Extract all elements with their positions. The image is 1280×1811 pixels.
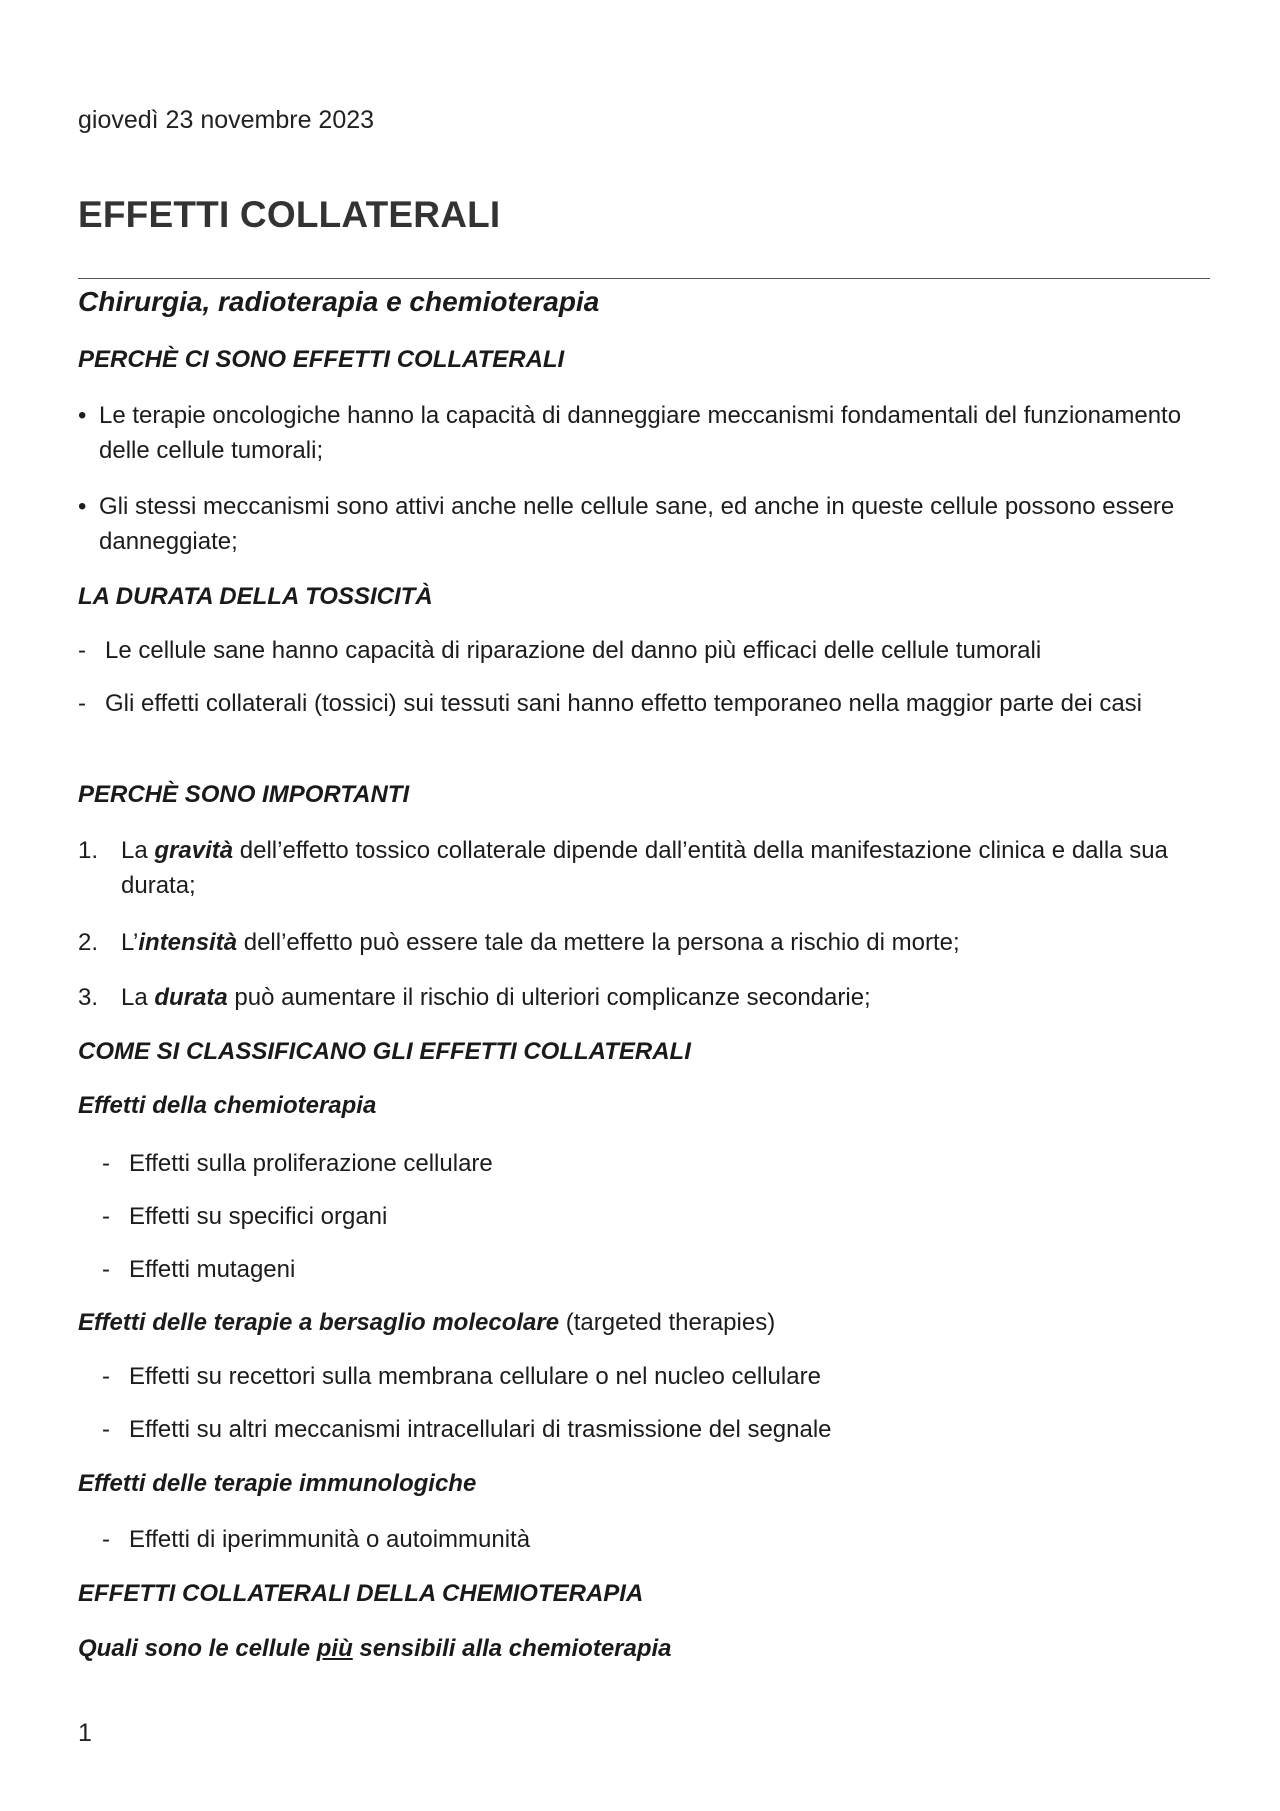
document-title: EFFETTI COLLATERALI: [78, 194, 501, 235]
bullet-text: Gli stessi meccanismi sono attivi anche nelle cellule sane, ed anche in queste cellule possono essere danneggiate;: [99, 493, 1175, 555]
dash-item: [102, 1252, 1210, 1287]
dash-text: Le cellule sane hanno capacità di riparazione del danno più efficaci delle cellule tumorali: [105, 637, 1042, 664]
emphasis-durata: durata: [154, 984, 228, 1011]
item-number: 2.: [78, 929, 99, 956]
dash-item: [102, 1359, 1210, 1394]
text-part: dell’effetto tossico collaterale dipende dall’entità della manifestazione clinica e dalla sua durata;: [121, 837, 1168, 899]
section-heading-classificazione: COME SI CLASSIFICANO GLI EFFETTI COLLATERALI: [78, 1038, 691, 1065]
dash-marker: -: [102, 1150, 110, 1177]
dash-item: [102, 1522, 1210, 1557]
dash-item: [78, 686, 1210, 721]
emphasis-intensita: intensità: [138, 929, 238, 956]
numbered-item: [78, 833, 1188, 903]
dash-marker: -: [102, 1526, 110, 1553]
subsection-heading-targeted: [78, 1305, 1210, 1340]
bullet-marker: •: [78, 402, 87, 429]
dash-marker: -: [78, 690, 86, 717]
dash-text: Effetti mutageni: [129, 1256, 296, 1283]
text-part: dell’effetto può essere tale da mettere la persona a rischio di morte;: [237, 929, 960, 956]
text-part: sensibili alla chemioterapia: [352, 1635, 672, 1662]
section-heading-durata-tossicita: LA DURATA DELLA TOSSICITÀ: [78, 583, 433, 610]
subsection-heading-text: Effetti delle terapie a bersaglio molecolare: [78, 1309, 560, 1336]
section-heading-perche-importanti: PERCHÈ SONO IMPORTANTI: [78, 781, 410, 808]
item-number: 1.: [78, 837, 99, 864]
page-number: 1: [78, 1719, 92, 1747]
section-heading-effetti-chemioterapia: EFFETTI COLLATERALI DELLA CHEMIOTERAPIA: [78, 1580, 644, 1607]
dash-text: Effetti su altri meccanismi intracellulari di trasmissione del segnale: [129, 1416, 832, 1443]
text-part: L’: [121, 929, 139, 956]
numbered-text: [78, 980, 1188, 1015]
item-number: 3.: [78, 984, 99, 1011]
document-date: giovedì 23 novembre 2023: [78, 106, 375, 134]
bullet-item: [78, 489, 1210, 559]
dash-text: Effetti di iperimmunità o autoimmunità: [129, 1526, 531, 1553]
title-divider: [78, 278, 1210, 279]
text-part: La: [121, 984, 155, 1011]
subsection-heading-chemioterapia: Effetti della chemioterapia: [78, 1092, 377, 1119]
section-heading-perche-effetti: PERCHÈ CI SONO EFFETTI COLLATERALI: [78, 346, 565, 373]
bullet-item: [78, 398, 1210, 468]
dash-marker: -: [78, 637, 86, 664]
dash-text: Effetti sulla proliferazione cellulare: [129, 1150, 493, 1177]
dash-marker: -: [102, 1363, 110, 1390]
document-subtitle: Chirurgia, radioterapia e chemioterapia: [78, 286, 600, 317]
dash-marker: -: [102, 1203, 110, 1230]
bullet-text: Le terapie oncologiche hanno la capacità di danneggiare meccanismi fondamentali del funzionamento delle cellule tumorali;: [99, 402, 1182, 464]
dash-text: Gli effetti collaterali (tossici) sui tessuti sani hanno effetto temporaneo nella maggior parte dei casi: [105, 690, 1142, 717]
dash-marker: -: [102, 1256, 110, 1283]
dash-item: [102, 1412, 1210, 1447]
underlined-emphasis: più: [316, 1635, 353, 1662]
emphasis-gravita: gravità: [154, 837, 234, 864]
numbered-text: [78, 925, 1188, 960]
bullet-marker: •: [78, 493, 87, 520]
dash-item: [78, 633, 1210, 668]
dash-text: Effetti su specifici organi: [129, 1203, 388, 1230]
dash-marker: -: [102, 1416, 110, 1443]
subsection-heading-note: (targeted therapies): [559, 1309, 776, 1336]
numbered-text: [78, 833, 1188, 903]
dash-text: Effetti su recettori sulla membrana cellulare o nel nucleo cellulare: [129, 1363, 821, 1390]
dash-item: [102, 1199, 1210, 1234]
subsection-heading-immunologiche: Effetti delle terapie immunologiche: [78, 1470, 477, 1497]
text-part: può aumentare il rischio di ulteriori complicanze secondarie;: [227, 984, 871, 1011]
text-part: La: [121, 837, 155, 864]
subsection-heading-cellule-sensibili: [78, 1635, 672, 1663]
numbered-item: [78, 925, 1188, 960]
dash-item: [102, 1146, 1210, 1181]
text-part: Quali sono le cellule: [78, 1635, 317, 1662]
numbered-item: [78, 980, 1188, 1015]
